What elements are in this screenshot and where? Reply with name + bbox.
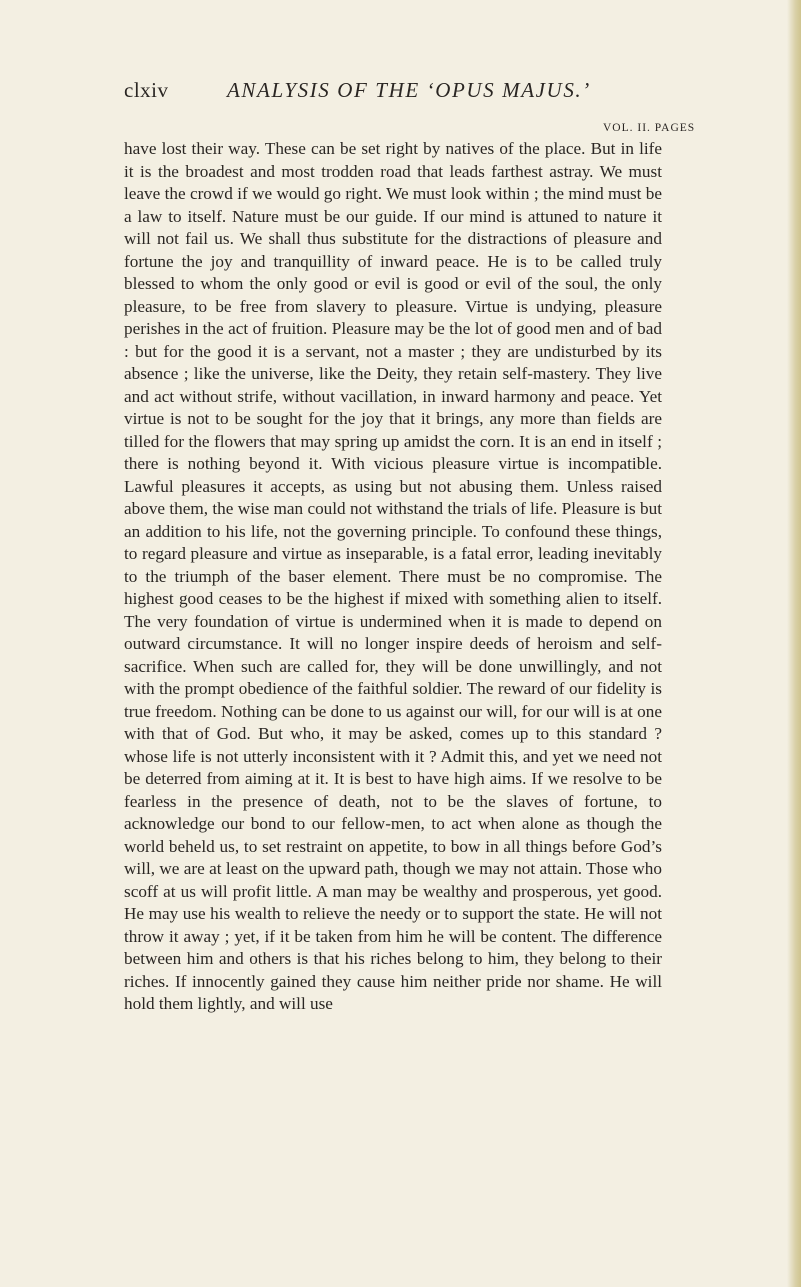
running-head [124,74,684,106]
body-paragraph: have lost their way. These can be set right by natives of the place. But in life it is the broadest and most trodden road that leads farthest astray. We must leave the crowd if we would go right. We must look within ; the mind must be a law to itself. Nature must be our guide. If our mind is attuned to nature it will not fail us. We shall thus substitute for the distractions of pleasure and fortune the joy and tranquillity of inward peace. He is to be called truly blessed to whom the only good or evil is good or evil of the soul, the only pleasure, to be free from slavery to pleasure. Virtue is undying, pleasure perishes in the act of fruition. Pleasure may be the lot of good men and of bad : but for the good it is a servant, not a master ; they are undisturbed by its absence ; like the universe, like the Deity, they retain self-mastery. They live and act without strife, without vacillation, in inward harmony and peace. Yet virtue is not to be sought for the joy that it brings, any more than fields are tilled for the flowers that may spring up amidst the corn. It is an end in itself ; there is nothing beyond it. With vicious pleasure virtue is incompatible. Lawful pleasures it accepts, as using but not abusing them. Unless raised above them, the wise man could not withstand the trials of life. Pleasure is but an addition to his life, not the governing principle. To confound these things, to regard pleasure and virtue as inseparable, is a fatal error, leading inevitably to the triumph of the baser element. There must be no compromise. The highest good ceases to be the highest if mixed with something alien to itself. The very foundation of virtue is undermined when it is made to depend on outward circumstance. It will no longer inspire deeds of heroism and self-sacrifice. When such are called for, they will be done unwillingly, and not with the prompt obedience of the faithful soldier. The reward of our fidelity is true freedom. Nothing can be done to us against our will, for our will is at one with that of God. But who, it may be asked, comes up to this standard ? whose life is not utterly inconsistent with it ? Admit this, and yet we need not be deterred from aiming at it. It is best to have high aims. If we resolve to be fearless in the presence of death, not to be the slaves of fortune, to acknowledge our bond to our fellow-men, to act when alone as though the world beheld us, to set restraint on appetite, to bow in all things before God’s will, we are at least on the upward path, though we may not attain. Those who scoff at us will profit little. A man may be wealthy and prosperous, yet good. He may use his wealth to relieve the needy or to support the state. He will not throw it away ; yet, if it be taken from him he will be content. The difference between him and others is that his riches belong to him, they belong to their riches. If innocently gained they cause him neither pride nor shame. He will hold them lightly, and will use [124,139,662,1013]
running-title: ANALYSIS OF THE ‘OPUS MAJUS.’ [227,78,591,102]
margin-reference: VOL. II. PAGES [603,122,696,134]
body-text [124,138,662,1016]
page-edge [787,0,801,1287]
page-number: clxiv [124,78,169,102]
